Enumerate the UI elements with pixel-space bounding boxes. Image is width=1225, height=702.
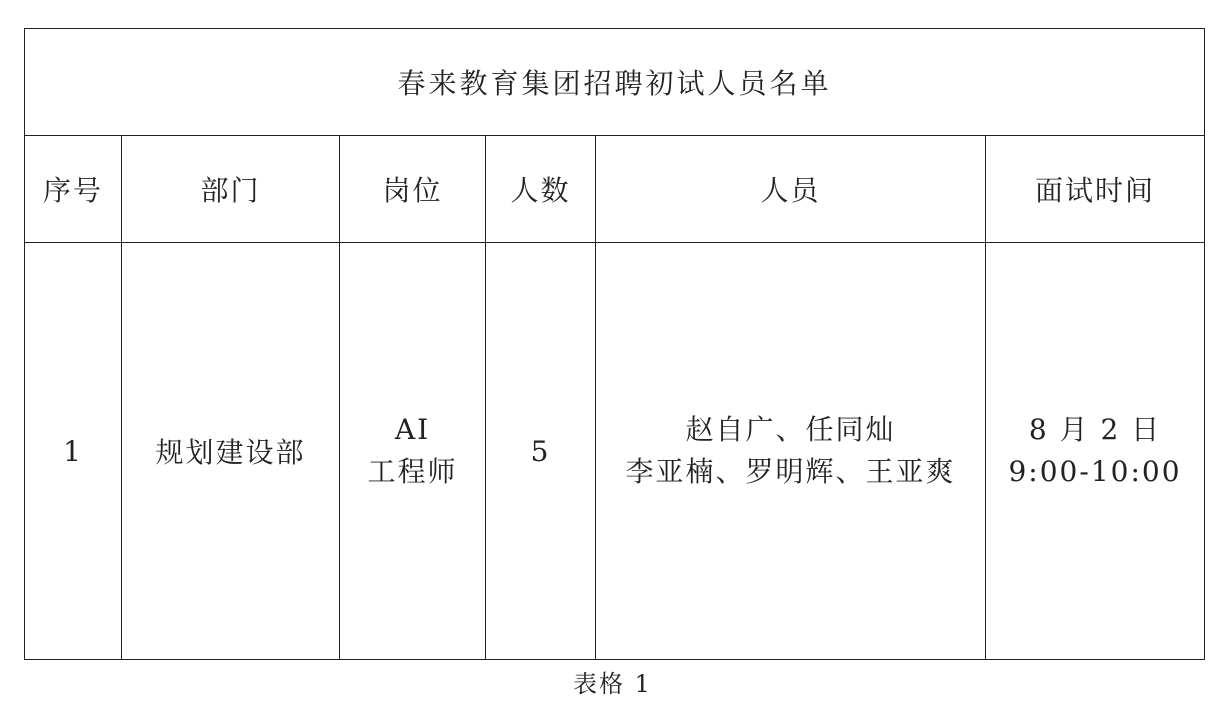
header-people: 人员: [596, 136, 986, 243]
header-interview-time: 面试时间: [986, 136, 1205, 243]
candidate-list-table: [24, 28, 1205, 660]
table-caption: 表格 1: [573, 670, 652, 698]
cell-department: 规划建设部: [122, 243, 340, 660]
header-department: 部门: [122, 136, 340, 243]
cell-interview-time: [986, 243, 1205, 660]
time-line-1: 8 月 2 日: [1028, 413, 1162, 446]
position-line-2: 工程师: [367, 455, 458, 488]
cell-index: 1: [25, 243, 122, 660]
title-row: [25, 29, 1205, 136]
position-line-1: AI: [394, 413, 431, 446]
people-line-2: 李亚楠、罗明辉、王亚爽: [625, 455, 956, 488]
cell-count: 5: [486, 243, 596, 660]
people-line-1: 赵自广、任同灿: [685, 413, 896, 446]
time-line-2: 9:00-10:00: [1008, 455, 1182, 488]
table-row: [25, 243, 1205, 660]
cell-people: [596, 243, 986, 660]
cell-position: [340, 243, 486, 660]
header-index: 序号: [25, 136, 122, 243]
header-count: 人数: [486, 136, 596, 243]
table-title: 春来教育集团招聘初试人员名单: [25, 29, 1205, 136]
header-position: 岗位: [340, 136, 486, 243]
header-row: [25, 136, 1205, 243]
